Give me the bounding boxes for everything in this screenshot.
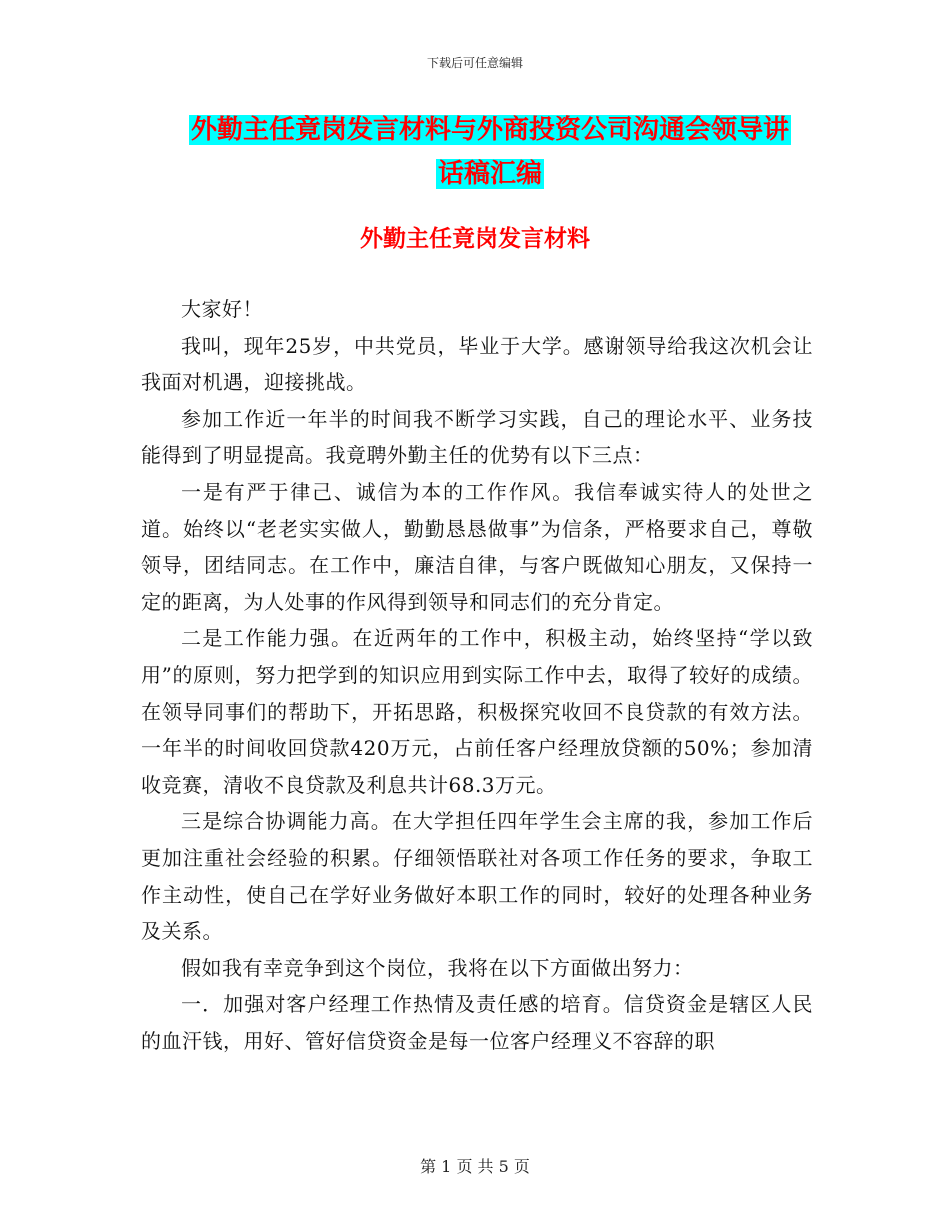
paragraph: 参加工作近一年半的时间我不断学习实践，自己的理论水平、业务技能得到了明显提高。我竟聘外勤主任的优势有以下三点：: [141, 406, 813, 468]
paragraph: 三是综合协调能力高。在大学担任四年学生会主席的我，参加工作后更加注重社会经验的积累。仔细领悟联社对各项工作任务的要求，争取工作主动性，使自己在学好业务做好本职工作的同时，较好的处理各种业务及关系。: [141, 809, 813, 944]
page-number: 第 1 页 共 5 页: [420, 1157, 530, 1176]
paragraph: 大家好！: [181, 297, 263, 321]
section-title: 外勤主任竟岗发言材料: [360, 226, 590, 252]
document-title: [140, 108, 840, 196]
paragraph: 一．加强对客户经理工作热情及责任感的培育。信贷资金是辖区人民的血汗钱，用好、管好信贷资金是每一位客户经理义不容辞的职: [141, 992, 813, 1053]
paragraph: 我叫，现年25岁，中共党员，毕业于大学。感谢领导给我这次机会让我面对机遇，迎接挑战。: [141, 333, 813, 395]
document-title-line-2: 话稿汇编: [437, 159, 542, 189]
paragraph: 假如我有幸竞争到这个岗位，我将在以下方面做出努力：: [181, 955, 694, 980]
header-note: 下载后可任意编辑: [426, 56, 523, 70]
document-title-line-1: 外勤主任竟岗发言材料与外商投资公司沟通会领导讲: [190, 115, 789, 145]
body-text: [141, 291, 813, 1059]
paragraph: 二是工作能力强。在近两年的工作中，积极主动，始终坚持“学以致用”的原则，努力把学到的知识应用到实际工作中去，取得了较好的成绩。在领导同事们的帮助下，开拓思路，积极探究收回不良贷款的有效方法。一年半的时间收回贷款420万元，占前任客户经理放贷额的50%；参加清收竞赛，清收不良贷款及利息共计68.3万元。: [141, 626, 813, 797]
paragraph: 一是有严于律己、诚信为本的工作作风。我信奉诚实待人的处世之道。始终以“老老实实做人，勤勤恳恳做事”为信条，严格要求自己，尊敬领导，团结同志。在工作中，廉洁自律，与客户既做知心朋友，又保持一定的距离，为人处事的作风得到领导和同志们的充分肯定。: [141, 479, 813, 614]
